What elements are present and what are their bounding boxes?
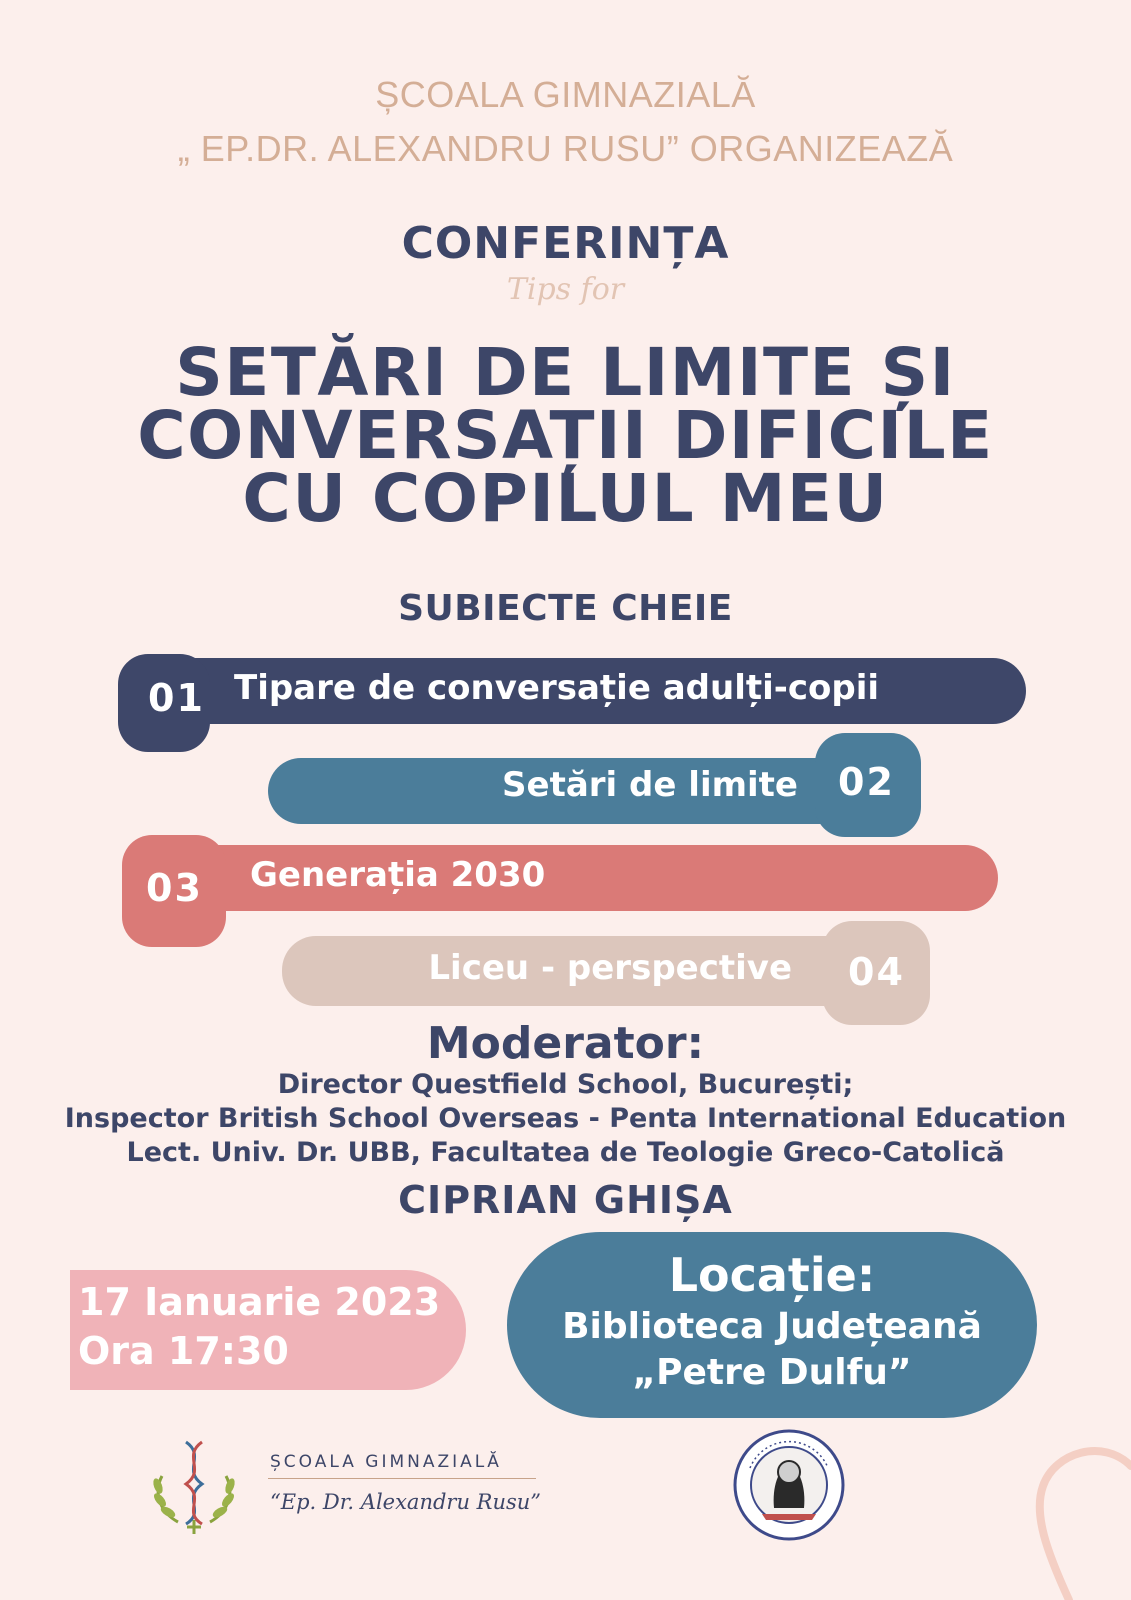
topic-label: Tipare de conversație adulți-copii <box>234 668 880 708</box>
moderator-role-2: Inspector British School Overseas - Penta International Education <box>64 1103 1067 1134</box>
topic-label: Generația 2030 <box>250 855 546 895</box>
location-line-2: „Petre Dulfu” <box>632 1352 912 1393</box>
topic-label: Setări de limite <box>502 765 798 805</box>
library-seal-icon <box>732 1428 846 1542</box>
topic-number: 04 <box>848 950 905 994</box>
location-line-1: Biblioteca Județeană <box>562 1306 982 1347</box>
title-line-1: SETĂRI DE LIMITE ȘI <box>175 334 956 411</box>
event-time: Ora 17:30 <box>78 1329 289 1373</box>
moderator-role-1: Director Questfield School, București; <box>277 1069 854 1100</box>
moderator-role-3: Lect. Univ. Dr. UBB, Facultatea de Teologie Greco-Catolică <box>126 1137 1005 1168</box>
dna-laurel-logo-icon <box>148 1436 240 1536</box>
topic-number: 02 <box>838 760 895 804</box>
title-line-2: CONVERSAȚII DIFICILE <box>137 397 994 474</box>
footer-school-name: ȘCOALA GIMNAZIALĂ <box>270 1452 502 1472</box>
tips-for-script: Tips for <box>506 272 625 307</box>
decorative-heart-outline <box>1003 1442 1131 1600</box>
moderator-name: CIPRIAN GHIȘA <box>398 1178 733 1222</box>
event-date: 17 Ianuarie 2023 <box>78 1280 441 1324</box>
footer-divider <box>268 1478 536 1479</box>
topic-number: 01 <box>148 676 205 720</box>
moderator-heading: Moderator: <box>426 1018 705 1069</box>
topics-heading: SUBIECTE CHEIE <box>398 588 733 629</box>
topic-number: 03 <box>146 866 203 910</box>
conference-label: CONFERINȚA <box>401 218 730 269</box>
footer-school-subtitle: “Ep. Dr. Alexandru Rusu” <box>270 1490 542 1514</box>
organizer-line-1: ȘCOALA GIMNAZIALĂ <box>375 74 756 115</box>
title-line-3: CU COPILUL MEU <box>242 460 889 537</box>
organizer-line-2: „ EP.DR. ALEXANDRU RUSU” ORGANIZEAZĂ <box>177 128 954 169</box>
location-heading: Locație: <box>668 1248 876 1302</box>
topic-label: Liceu - perspective <box>428 948 792 988</box>
